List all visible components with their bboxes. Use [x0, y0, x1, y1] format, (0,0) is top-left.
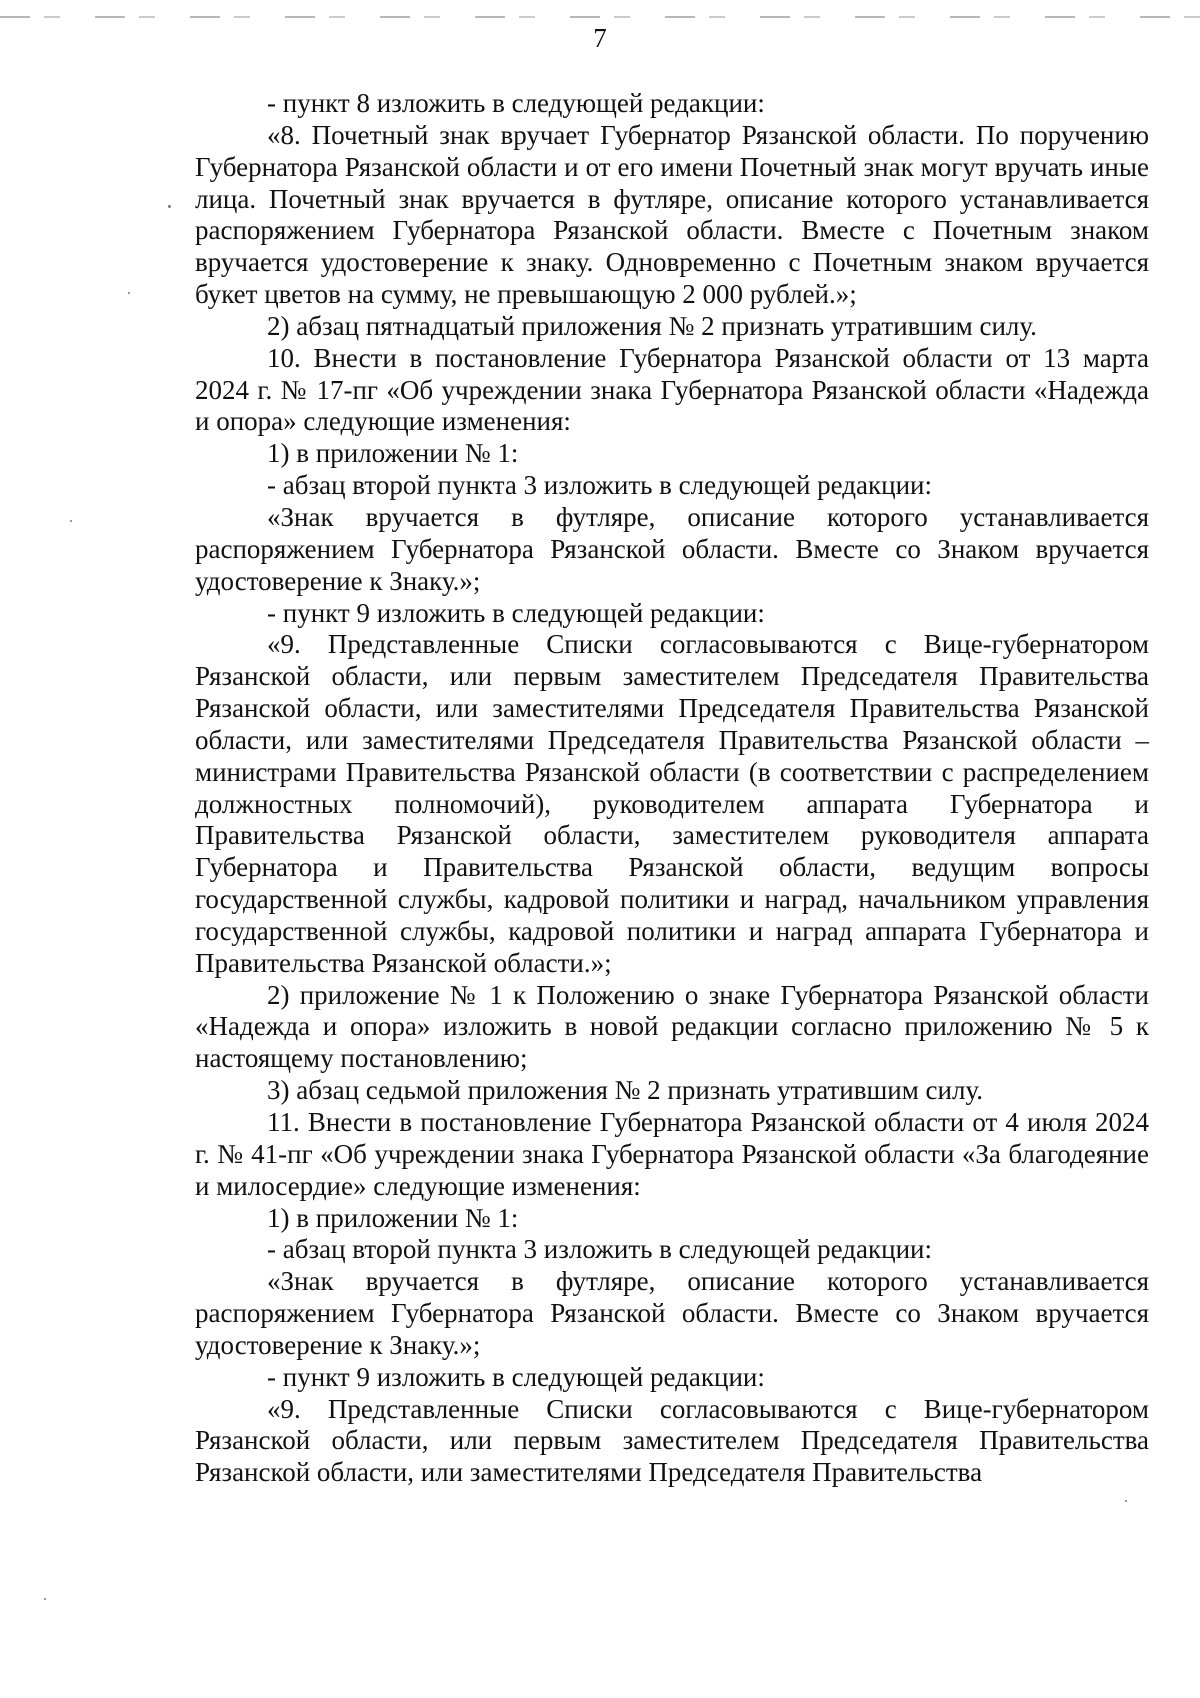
paragraph-10: 2) приложение № 1 к Положению о знаке Губернатора Рязанской области «Надежда и опора» изложить в новой редакции согласно приложению № 5 к настоящему постановлению;	[195, 979, 1149, 1074]
scan-border-artifact	[0, 16, 1200, 18]
paragraph-13: 1) в приложении № 1:	[267, 1202, 519, 1233]
paragraph-11: 3) абзац седьмой приложения № 2 признать утратившим силу.	[267, 1075, 984, 1106]
paragraph-1: - пункт 8 изложить в следующей редакции:	[267, 88, 765, 118]
scan-speck	[168, 205, 171, 208]
paragraph-4: 10. Внести в постановление Губернатора Рязанской области от 13 марта 2024 г. № 17-пг «Об учреждении знака Губернатора Рязанской области «Надежда и опора» следующие изменения:	[195, 342, 1149, 437]
paragraph-16: - пункт 9 изложить в следующей редакции:	[267, 1361, 765, 1392]
paragraph-17: «9. Представленные Списки согласовываются с Вице-губернатором Рязанской области, или первым заместителем Председателя Правительства Рязанской области, или заместителями Председателя Правительства	[195, 1393, 1149, 1488]
scan-speck	[70, 520, 72, 522]
paragraph-14: - абзац второй пункта 3 изложить в следующей редакции:	[267, 1234, 932, 1265]
scan-speck	[128, 292, 130, 294]
paragraph-2: «8. Почетный знак вручает Губернатор Рязанской области. По поручению Губернатора Рязанской области и от его имени Почетный знак могут вручать иные лица. Почетный знак вручается в футляре, описание которого устанавливается распоряжением Губернатора Рязанской области. Вместе с Почетным знаком вручается удостоверение к знаку. Одновременно с Почетным знаком вручается букет цветов на сумму, не превышающую 2 000 рублей.»;	[195, 119, 1149, 310]
paragraph-9: «9. Представленные Списки согласовываются с Вице-губернатором Рязанской области, или первым заместителем Председателя Правительства Рязанской области, или заместителями Председателя Правительства Рязанской области, или заместителями Председателя Правительства Рязанской области – министрами Правительства Рязанской области (в соответствии с распределением должностных полномочий), руководителем аппарата Губернатора и Правительства Рязанской области, заместителем руководителя аппарата Губернатора и Правительства Рязанской области, ведущим вопросы государственной службы, кадровой политики и наград, начальником управления государственной службы, кадровой политики и наград аппарата Губернатора и Правительства Рязанской области.»;	[195, 629, 1149, 978]
paragraph-7: «Знак вручается в футляре, описание которого устанавливается распоряжением Губернатора Рязанской области. Вместе со Знаком вручается удостоверение к Знаку.»;	[195, 501, 1149, 596]
paragraph-15: «Знак вручается в футляре, описание которого устанавливается распоряжением Губернатора Рязанской области. Вместе со Знаком вручается удостоверение к Знаку.»;	[195, 1266, 1149, 1360]
paragraph-3: 2) абзац пятнадцатый приложения № 2 признать утратившим силу.	[267, 310, 1037, 341]
paragraph-5: 1) в приложении № 1:	[267, 438, 519, 469]
paragraph-8: - пункт 9 изложить в следующей редакции:	[267, 597, 765, 628]
paragraph-12: 11. Внести в постановление Губернатора Рязанской области от 4 июля 2024 г. № 41-пг «Об учреждении знака Губернатора Рязанской области «За благодеяние и милосердие» следующие изменения:	[195, 1107, 1149, 1201]
page-number: 7	[593, 23, 607, 53]
paragraph-6: - абзац второй пункта 3 изложить в следующей редакции:	[267, 470, 932, 501]
scan-speck	[44, 1598, 46, 1600]
scan-speck	[1125, 1500, 1127, 1502]
document-body	[195, 88, 1149, 1489]
